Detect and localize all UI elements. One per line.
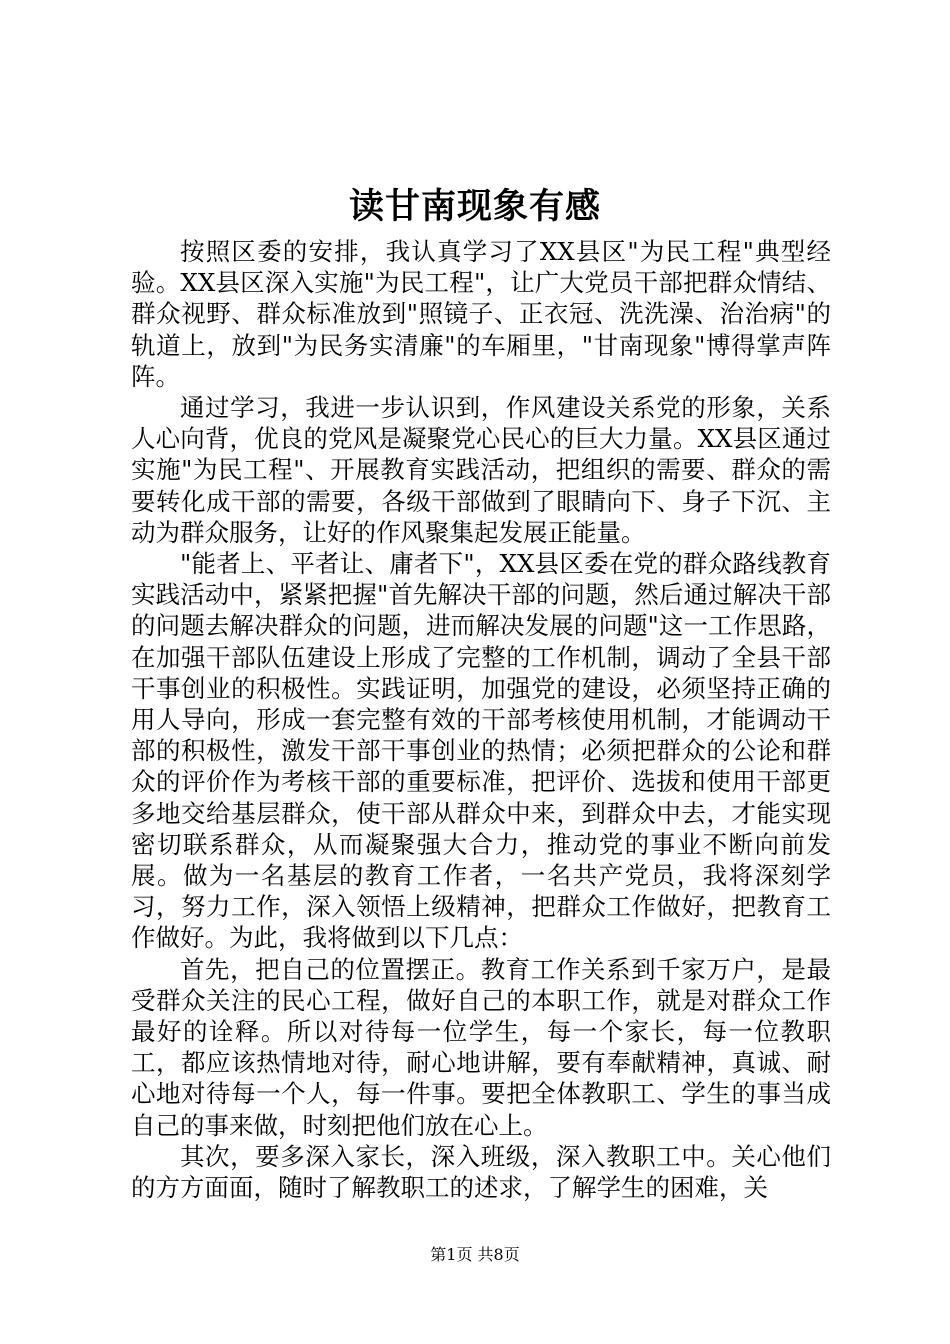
document-body <box>131 236 831 1203</box>
paragraph-2: 通过学习，我进一步认识到，作风建设关系党的形象，关系人心向背，优良的党风是凝聚党心民心的巨大力量。XX县区通过实施"为民工程"、开展教育实践活动，把组织的需要、群众的需要转化成干部的需要，各级干部做到了眼睛向下、身子下沉、主动为群众服务，让好的作风聚集起发展正能量。 <box>131 393 831 547</box>
paragraph-3: "能者上、平者让、庸者下"，XX县区委在党的群众路线教育实践活动中，紧紧把握"首先解决干部的问题，然后通过解决干部的问题去解决群众的问题，进而解决发展的问题"这一工作思路，在加强干部队伍建设上形成了完整的工作机制，调动了全县干部干事创业的积极性。实践证明，加强党的建设，必须坚持正确的用人导向，形成一套完整有效的干部考核使用机制，才能调动干部的积极性，激发干部干事创业的热情；必须把群众的公论和群众的评价作为考核干部的重要标准，把评价、选拔和使用干部更多地交给基层群众，使干部从群众中来，到群众中去，才能实现密切联系群众，从而凝聚强大合力，推动党的事业不断向前发展。做为一名基层的教育工作者，一名共产党员，我将深刻学习，努力工作，深入领悟上级精神，把群众工作做好，把教育工作做好。为此，我将做到以下几点： <box>131 549 831 953</box>
document-title: 读甘南现象有感 <box>348 186 601 227</box>
paragraph-1: 按照区委的安排，我认真学习了XX县区"为民工程"典型经验。XX县区深入实施"为民工程"，让广大党员干部把群众情结、群众视野、群众标准放到"照镜子、正衣冠、洗洗澡、治治病"的轨道上，放到"为民务实清廉"的车厢里，"甘南现象"博得掌声阵阵。 <box>131 237 831 391</box>
paragraph-5: 其次，要多深入家长，深入班级，深入教职工中。关心他们的方方面面，随时了解教职工的述求，了解学生的困难，关 <box>131 1141 831 1203</box>
page-number-footer: 第1页 共8页 <box>430 1245 520 1264</box>
paragraph-4: 首先，把自己的位置摆正。教育工作关系到千家万户，是最受群众关注的民心工程，做好自己的本职工作，就是对群众工作最好的诠释。所以对待每一位学生，每一个家长，每一位教职工，都应该热情地对待，耐心地讲解，要有奉献精神，真诚、耐心地对待每一个人，每一件事。要把全体教职工、学生的事当成自己的事来做，时刻把他们放在心上。 <box>131 954 831 1140</box>
